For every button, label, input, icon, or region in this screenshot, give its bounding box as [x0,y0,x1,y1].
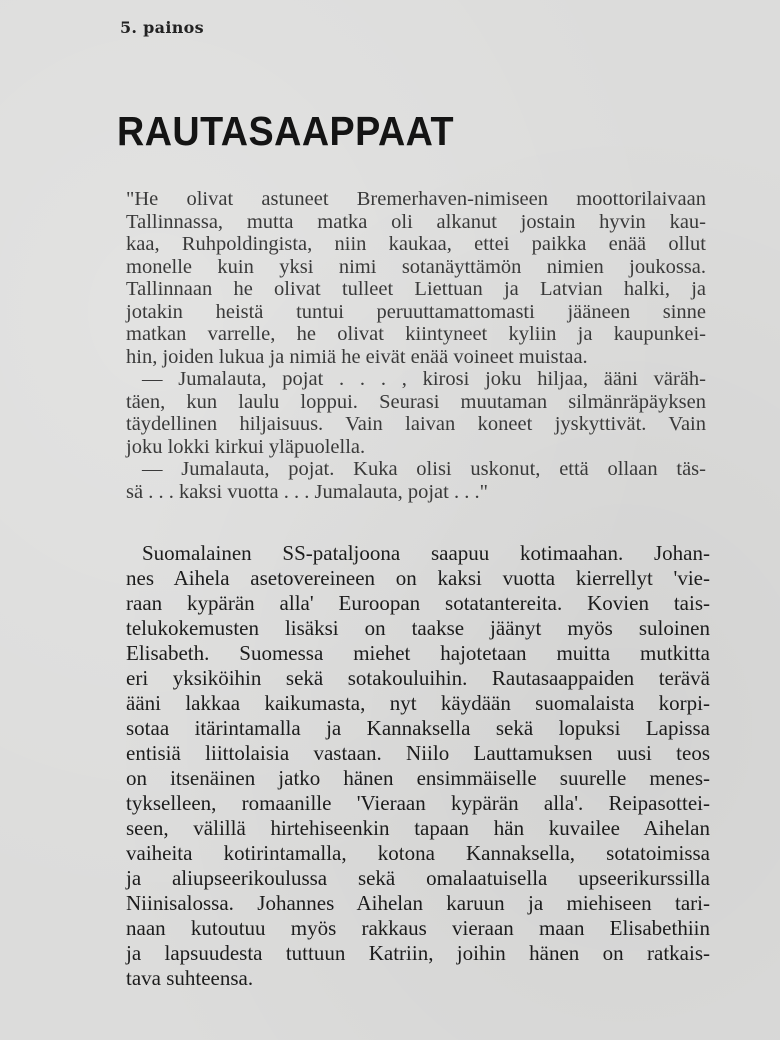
quote-line: kaa, Ruhpoldingista, niin kaukaa, ettei paikka enää ollut [126,233,706,255]
quote-line: Tallinnaan he olivat tulleet Liettuan ja Latvian halki, ja [126,278,706,300]
description-line: ja aliupseerikoulussa sekä omalaatuisella upseerikurssilla [126,866,710,890]
description-line: eri yksiköihin sekä sotakouluihin. Rautasaappaiden terävä [126,666,710,690]
quote-line: — Jumalauta, pojat . . . , kirosi joku hiljaa, ääni väräh- [142,368,706,390]
description-line: tava suhteensa. [126,966,254,990]
quote-line: täydellinen hiljaisuus. Vain laivan koneet jyskyttivät. Vain [126,413,706,435]
quote-line: hin, joiden lukua ja nimiä he eivät enää voineet muistaa. [126,345,588,368]
description-line: Suomalainen SS-pataljoona saapuu kotimaahan. Johan- [142,541,710,565]
quote-line: joku lokki kirkui yläpuolella. [126,435,366,458]
description-line: telukokemusten lisäksi on taakse jäänyt myös suloinen [126,616,710,640]
description-line: ja lapsuudesta tuttuun Katriin, joihin hänen on ratkais- [126,941,710,965]
description-line: seen, välillä hirtehiseenkin tapaan hän kuvailee Aihelan [126,816,710,840]
description-line: sotaa itärintamalla ja Kannaksella sekä lopuksi Lapissa [126,716,710,740]
description-line: vaiheita kotirintamalla, kotona Kannaksella, sotatoimissa [126,841,710,865]
description-line: naan kutoutuu myös rakkaus vieraan maan Elisabethiin [126,916,710,940]
book-description [126,541,710,991]
description-line: tykselleen, romaanille 'Vieraan kypärän alla'. Reipasottei- [126,791,710,815]
book-title: RAUTASAAPPAAT [117,108,455,154]
description-line: ääni lakkaa kaikumasta, nyt käydään suomalaista korpi- [126,691,710,715]
quote-line: jotakin heistä tuntui peruuttamattomasti jääneen sinne [126,300,706,323]
edition-label: 5. painos [120,18,204,37]
quote-line: monelle kuin yksi nimi sotanäyttämön nimien joukossa. [126,255,706,278]
excerpt-quote [126,188,706,503]
quote-line: "He olivat astuneet Bremerhaven-nimiseen moottorilaivaan [126,188,706,210]
description-line: nes Aihela asetovereineen on kaksi vuotta kierrellyt 'vie- [126,566,710,590]
description-line: entisiä liittolaisia vastaan. Niilo Lauttamuksen uusi teos [126,741,710,765]
quote-line: täen, kun laulu loppui. Seurasi muutaman silmänräpäyksen [126,390,706,413]
quote-line: — Jumalauta, pojat. Kuka olisi uskonut, että ollaan täs- [142,458,706,480]
quote-line: matkan varrelle, he olivat kiintyneet kyliin ja kaupunkei- [126,323,706,345]
description-line: on itsenäinen jatko hänen ensimmäiselle suurelle menes- [126,766,710,790]
quote-line: sä . . . kaksi vuotta . . . Jumalauta, pojat . . ." [126,480,488,503]
description-line: Niinisalossa. Johannes Aihelan karuun ja miehiseen tari- [126,891,710,915]
quote-line: Tallinnassa, mutta matka oli alkanut jostain hyvin kau- [126,210,706,233]
description-line: raan kypärän alla' Euroopan sotatantereita. Kovien tais- [126,591,710,615]
description-line: Elisabeth. Suomessa miehet hajotetaan muitta mutkitta [126,641,710,665]
